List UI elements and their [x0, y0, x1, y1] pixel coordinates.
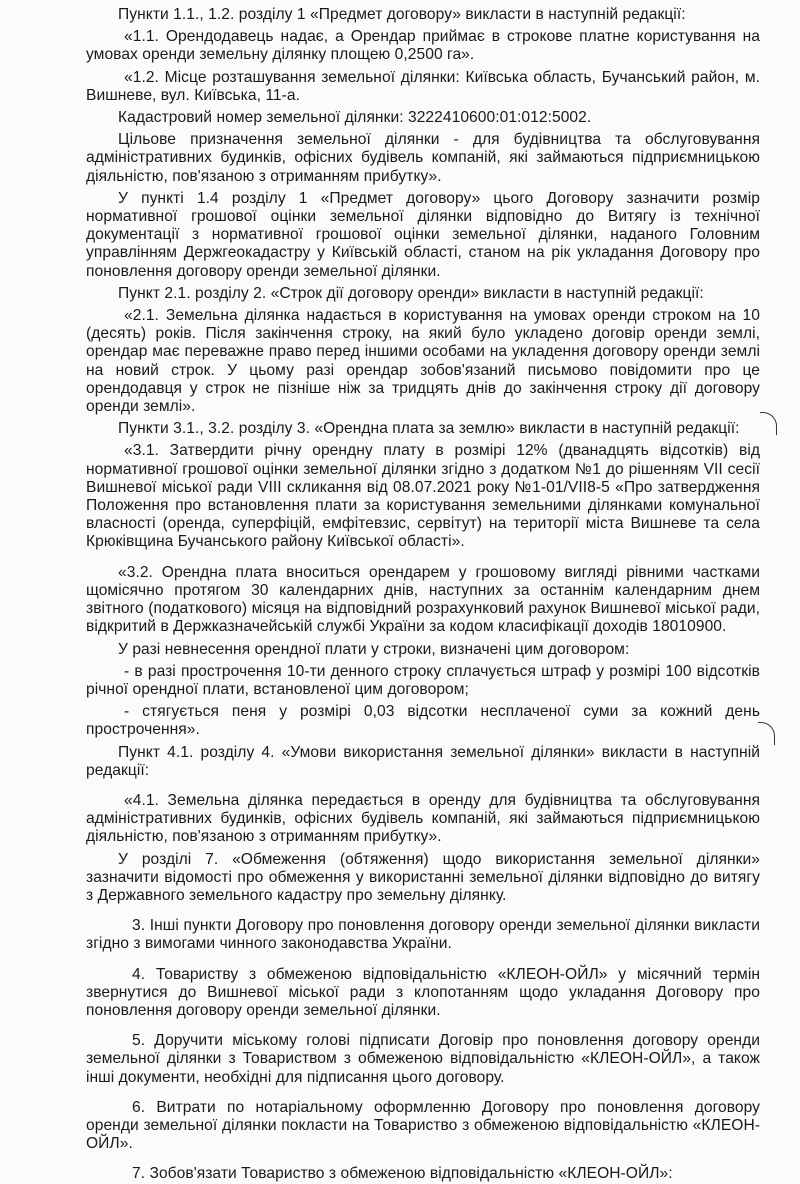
paragraph: «3.1. Затвердити річну орендну плату в розмірі 12% (дванадцять відсотків) від нормативної грошової оцінки земельної ділянки згідно з додатком №1 до рішенням VII сесії Вишневої міської ради VIII скликання від 08.07.2021 року №1-01/VII8-5 «Про затвердження Положення про встановлення плати за користування земельними ділянками комунальної власності (оренда, суперфіцій, емфітевзис, сервітут) на території міста Вишневе та села Крюківщина Бучанського району Київської області».	[86, 442, 760, 551]
paragraph: 6. Витрати по нотаріальному оформленню Договору про поновлення договору оренди земельної ділянки покласти на Товариство з обмеженою відповідальністю «КЛЕОН-ОЙЛ».	[86, 1098, 760, 1153]
paragraph: У разі невнесення орендної плати у строки, визначені цим договором:	[118, 640, 630, 658]
paragraph: «3.2. Орендна плата вноситься орендарем у грошовому вигляді рівними частками щомісячно протягом 30 календарних днів, наступних за останнім календарним днем звітного (податкового) місяця на відповідний розрахунковий рахунок Вишневої міської ради, відкритий в Держказначейській службі України за кодом класифікації доходів 18010900.	[86, 563, 760, 636]
paragraph: Пункт 2.1. розділу 2. «Строк дії договору оренди» викласти в наступній редакції:	[118, 284, 704, 302]
paragraph: - стягується пеня у розмірі 0,03 відсотки несплаченої суми за кожний день прострочення».	[86, 703, 760, 739]
paragraph: «1.1. Орендодавець надає, а Орендар приймає в строкове платне користування на умовах оренди земельну ділянку площею 0,2500 га».	[86, 28, 760, 64]
paragraph: У розділі 7. «Обмеження (обтяження) щодо використання земельної ділянки» зазначити відомості про обмеження у використанні земельної ділянки відповідно до витягу з Державного земельного кадастру про земельну ділянку.	[86, 850, 760, 904]
paragraph: 3. Інші пункти Договору про поновлення договору оренди земельної ділянки викласти згідно з вимогами чинного законодавства України.	[86, 917, 760, 953]
paragraph: - в разі прострочення 10-ти денного строку сплачується штраф у розмірі 100 відсотків річної орендної плати, встановленої цим договором;	[86, 662, 760, 698]
paragraph: Пункт 4.1. розділу 4. «Умови використання земельної ділянки» викласти в наступній редакції:	[86, 743, 760, 779]
paragraph: «2.1. Земельна ділянка надається в користування на умовах оренди строком на 10 (десять) років. Після закінчення строку, на який було укладено договір оренди землі, орендар має переважне право перед іншими особами на укладення договору оренди землі на новий строк. У цьому разі орендар зобов'язаний письмово повідомити про це орендодавця у строк не пізніше ніж за тридцять днів до закінчення строку дії договору оренди землі».	[86, 307, 760, 416]
paragraph: «4.1. Земельна ділянка передається в оренду для будівництва та обслуговування адміністративних будинків, офісних будівель компаній, які займаються підприємницькою діяльністю, пов'язаною з отриманням прибутку».	[86, 791, 760, 846]
paragraph: 7. Зобов'язати Товариство з обмеженою відповідальністю «КЛЕОН-ОЙЛ»:	[132, 1165, 673, 1183]
paragraph: Пункти 1.1., 1.2. розділу 1 «Предмет договору» викласти в наступній редакції:	[118, 6, 686, 23]
page-mark	[760, 412, 777, 435]
paragraph: «1.2. Місце розташування земельної ділянки: Київська область, Бучанський район, м. Вишневе, вул. Київська, 11-а.	[86, 68, 760, 104]
paragraph: 5. Доручити міському голові підписати Договір про поновлення договору оренди земельної ділянки з Товариством з обмеженою відповідальністю «КЛЕОН-ОЙЛ», а також інші документи, необхідні для підписання цього договору.	[86, 1032, 760, 1086]
page-mark	[758, 722, 775, 745]
paragraph: Пункти 3.1., 3.2. розділу 3. «Орендна плата за землю» викласти в наступній редакції:	[118, 420, 740, 438]
paragraph: 4. Товариству з обмеженою відповідальністю «КЛЕОН-ОЙЛ» у місячний термін звернутися до Вишневої міської ради з клопотанням щодо укладання Договору про поновлення договору оренди земельної ділянки.	[86, 965, 760, 1019]
paragraph: У пункті 1.4 розділу 1 «Предмет договору» цього Договору зазначити розмір нормативної грошової оцінки земельної ділянки відповідно до Витягу із технічної документації з нормативної грошової оцінки земельної ділянки, наданого Головним управлінням Держгеокадастру у Київській області, станом на рік укладання Договору про поновлення договору оренди земельної ділянки.	[86, 189, 760, 280]
paragraph: Цільове призначення земельної ділянки - для будівництва та обслуговування адміністративних будинків, офісних будівель компаній, які займаються підприємницькою діяльністю, пов'язаною з отриманням прибутку».	[86, 131, 760, 185]
paragraph: Кадастровий номер земельної ділянки: 3222410600:01:012:5002.	[118, 109, 592, 127]
